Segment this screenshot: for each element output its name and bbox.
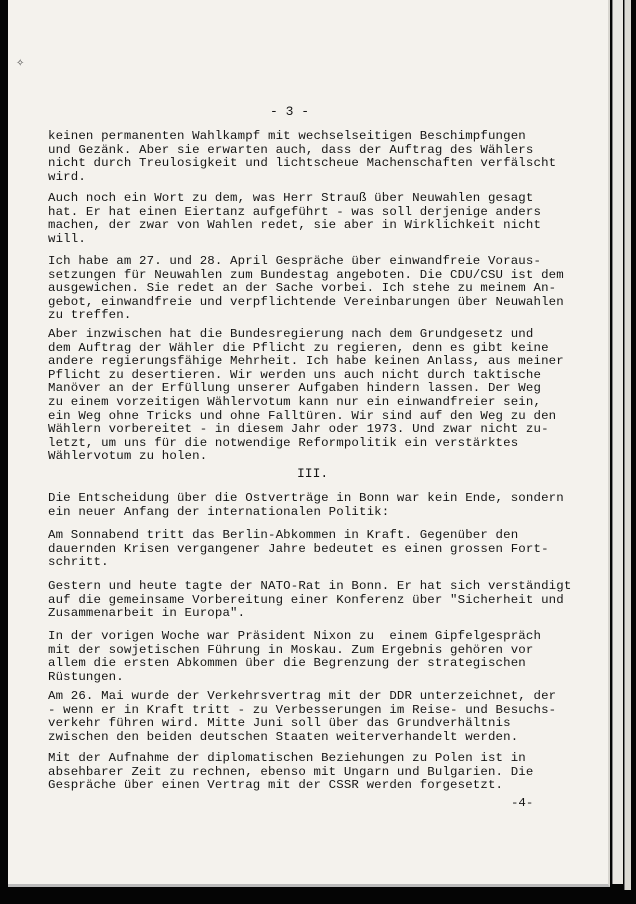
paragraph-6: Am Sonnabend tritt das Berlin-Abkommen in Kraft. Gegenüber den dauernden Krisen vergangener Jahre bedeutet es einen grossen Fort- schritt. (48, 528, 549, 570)
paragraph-10: Mit der Aufnahme der diplomatischen Beziehungen zu Polen ist in absehbarer Zeit zu rechnen, ebenso mit Ungarn und Bulgarien. Die Gespräche über einen Vertrag mit der CSSR werden forgesetzt. (48, 751, 534, 793)
page-edge-back (624, 0, 631, 890)
paragraph-2: Auch noch ein Wort zu dem, was Herr Strauß über Neuwahlen gesagt hat. Er hat einen Eiertanz aufgeführt - was soll derjenige anders machen, der zwar von Wahlen redet, sie aber in Wirklichkeit nicht will. (48, 191, 542, 246)
next-page-marker: -4- (511, 796, 534, 810)
paragraph-4: Aber inzwischen hat die Bundesregierung nach dem Grundgesetz und dem Auftrag der Wähler die Pflicht zu regieren, denn es gibt keine andere regierungsfähige Mehrheit. Ich habe keinen Anlass, aus meiner Pflicht zu desertieren. Wir werden uns auch nicht durch taktische Manöver an der Erfüllung unserer Aufgaben hindern lassen. Der Weg zu einem vorzeitigen Wählervotum kann nur ein einwandfreier sein, ein Weg ohne Tricks und ohne Falltüren. Wir sind auf den Weg zu den Wählern vorbereitet - in diesem Jahr oder 1973. Und zwar nicht zu- letzt, um uns für die notwendige Reformpolitik ein verstärktes Wählervotum zu holen. (48, 327, 564, 464)
section-heading: III. (297, 466, 329, 481)
paragraph-9: Am 26. Mai wurde der Verkehrsvertrag mit der DDR unterzeichnet, der - wenn er in Kraft tritt - zu Verbesserungen im Reise- und Besuchs- verkehr führen wird. Mitte Juni soll über das Grundverhältnis zwischen den beiden deutschen Staaten weiterverhandelt werden. (48, 689, 557, 744)
paragraph-1: keinen permanenten Wahlkampf mit wechselseitigen Beschimpfungen und Gezänk. Aber sie erwarten auch, dass der Auftrag des Wählers nicht durch Treulosigkeit und lichtscheue Machenschaften verfälscht wird. (48, 129, 557, 184)
page-edge (612, 0, 623, 884)
paragraph-7: Gestern und heute tagte der NATO-Rat in Bonn. Er hat sich verständigt auf die gemeinsame Vorbereitung einer Konferenz über "Sicherheit und Zusammenarbeit in Europa". (48, 579, 572, 621)
corner-mark: ✧ (16, 58, 25, 69)
paragraph-5: Die Entscheidung über die Ostverträge in Bonn war kein Ende, sondern ein neuer Anfang der internationalen Politik: (48, 491, 564, 519)
paragraph-8: In der vorigen Woche war Präsident Nixon zu einem Gipfelgespräch mit der sowjetischen Führung in Moskau. Zum Ergebnis gehören vor allem die ersten Abkommen über die Begrenzung der strategischen Rüstungen. (48, 629, 542, 684)
page-number: - 3 - (270, 104, 310, 119)
paragraph-3: Ich habe am 27. und 28. April Gespräche über einwandfreie Voraus- setzungen für Neuwahlen zum Bundestag angeboten. Die CDU/CSU ist dem ausgewichen. Sie redet an der Sache vorbei. Ich stehe zu meinem An- gebot, einwandfreie und verpflichtende Vereinbarungen über Neuwahlen zu treffen. (48, 254, 564, 323)
